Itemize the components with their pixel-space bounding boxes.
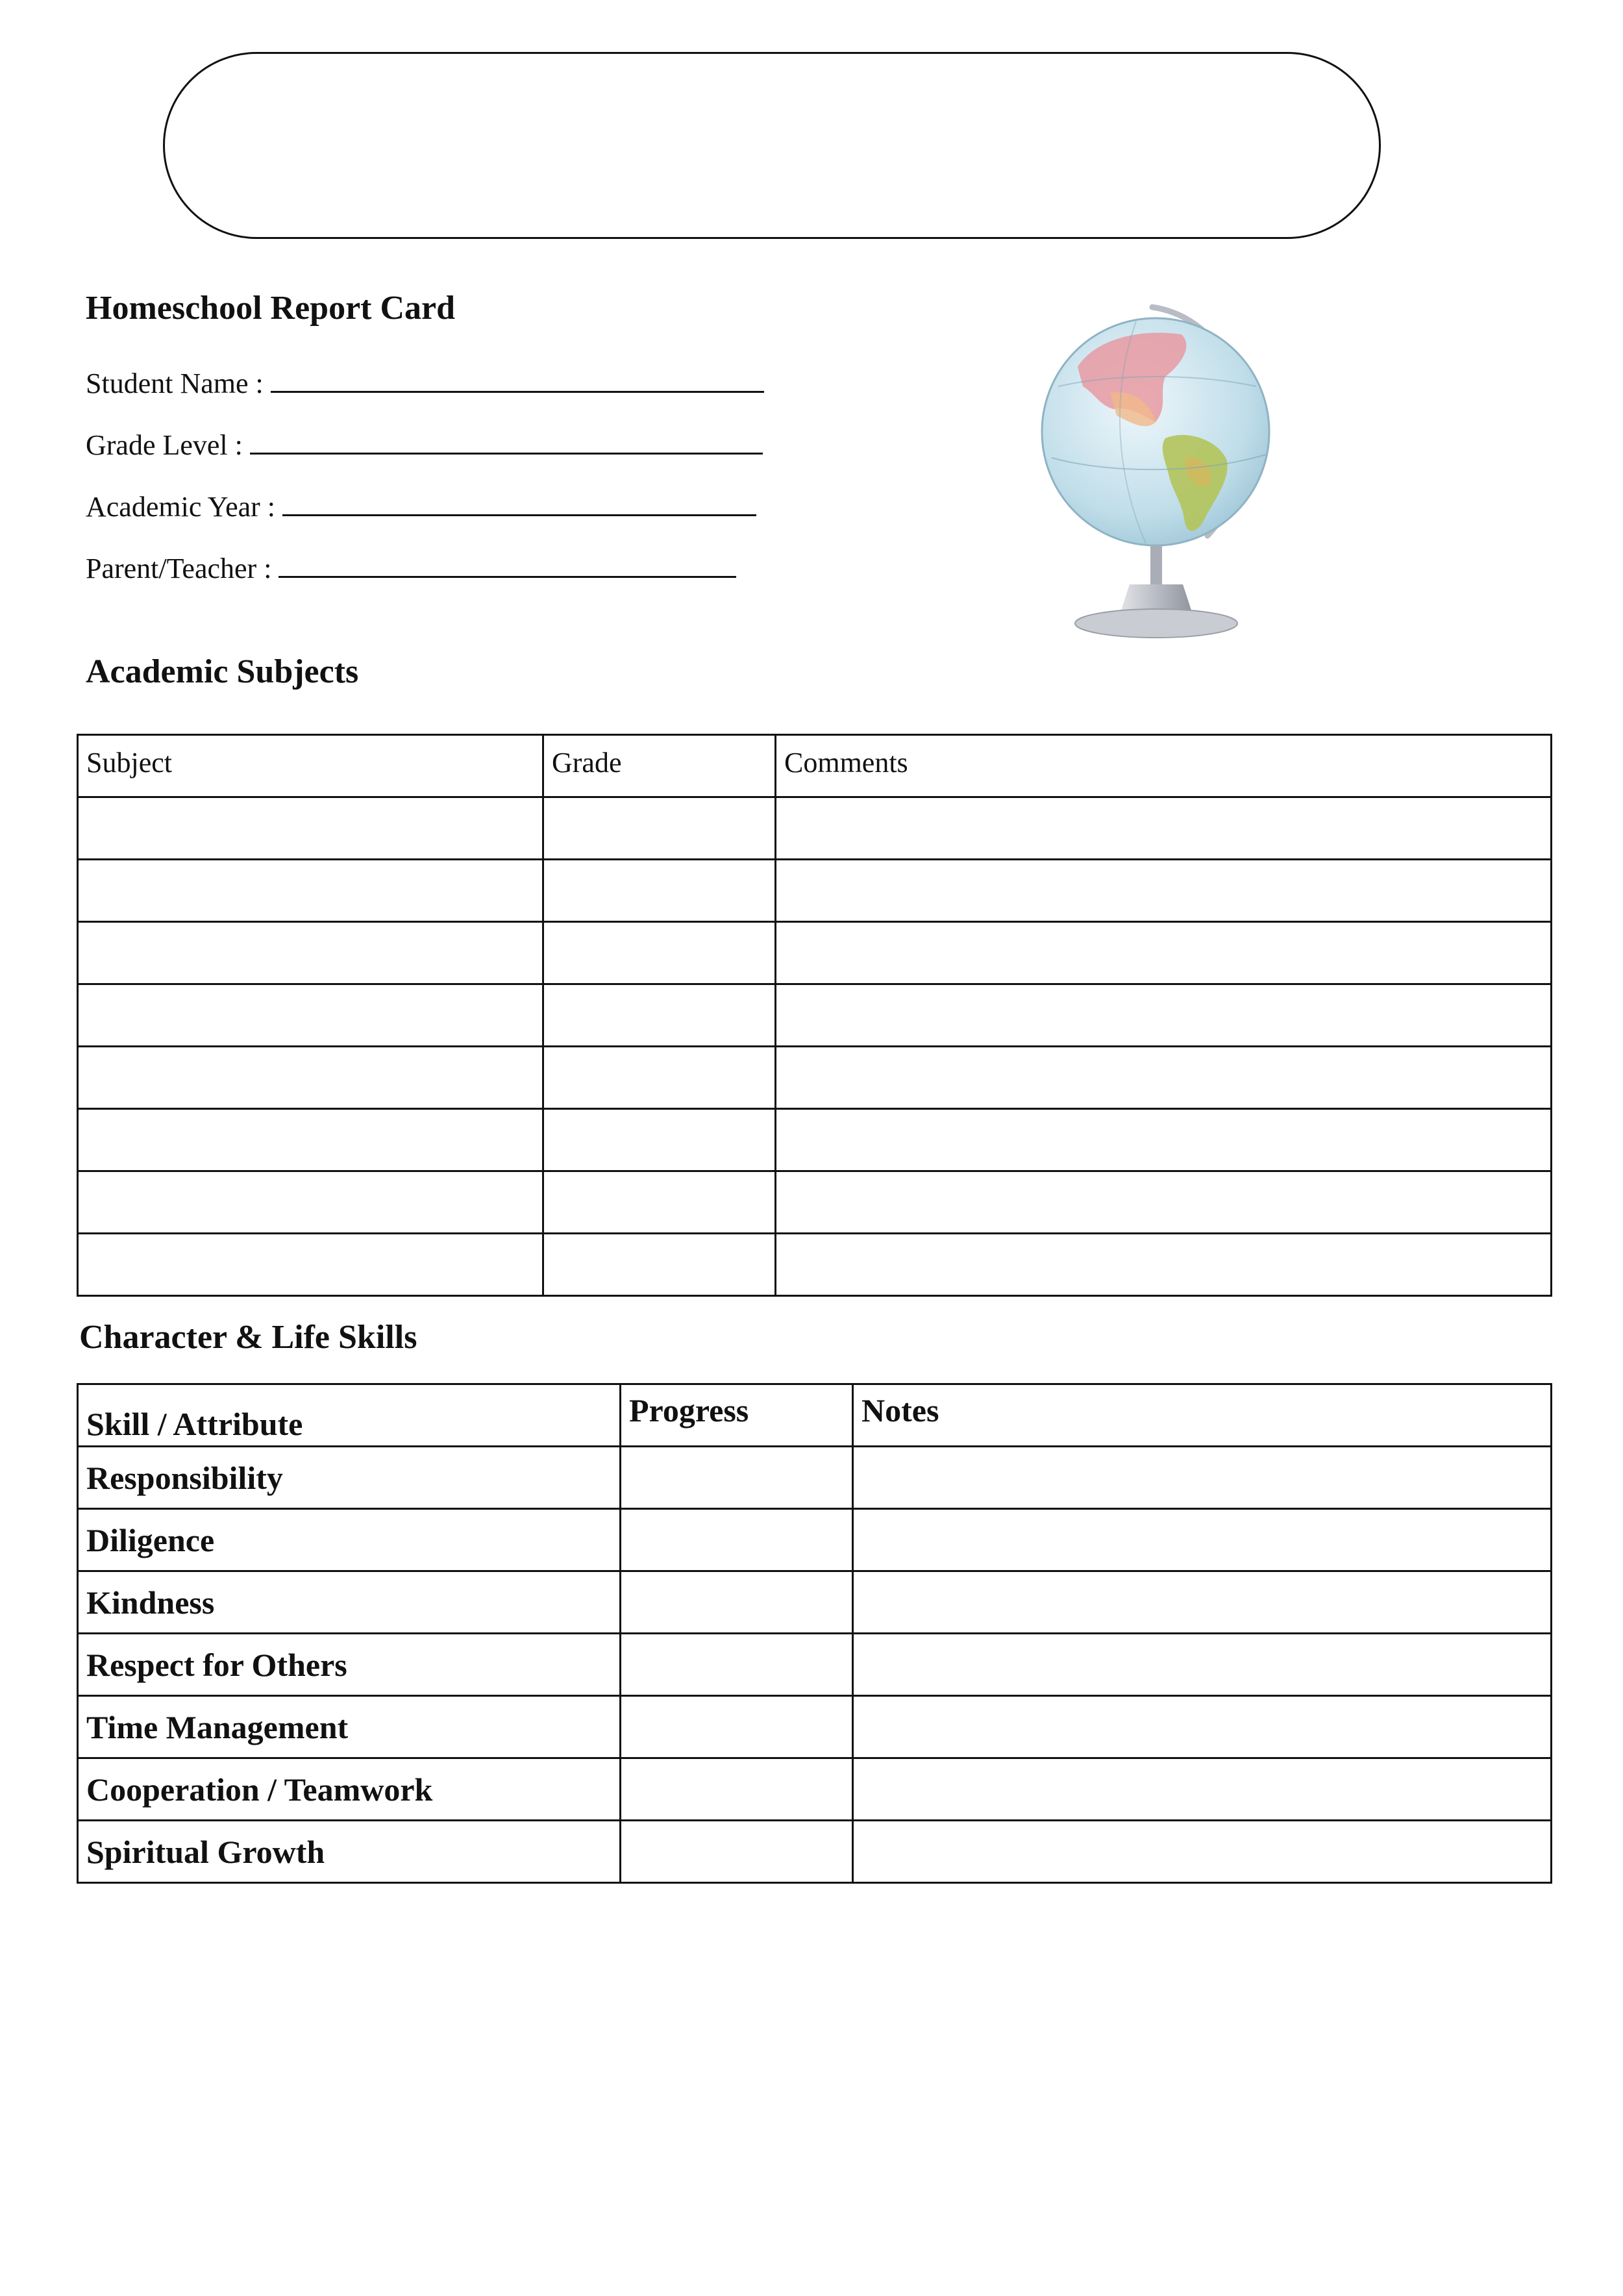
table-row	[78, 1047, 1552, 1109]
skill-label: Time Management	[78, 1696, 621, 1758]
comments-cell[interactable]	[776, 860, 1552, 922]
table-row	[78, 1509, 1552, 1571]
academic-year-line[interactable]	[282, 495, 756, 516]
subject-cell[interactable]	[78, 922, 543, 984]
title-banner	[163, 52, 1381, 239]
table-row	[78, 922, 1552, 984]
progress-cell[interactable]	[621, 1571, 853, 1634]
subject-cell[interactable]	[78, 1109, 543, 1171]
grade-level-field[interactable]	[86, 429, 763, 462]
skill-label: Cooperation / Teamwork	[78, 1758, 621, 1821]
grade-cell[interactable]	[543, 1234, 776, 1296]
globe-icon	[1032, 295, 1292, 646]
table-row	[78, 1634, 1552, 1696]
comments-cell[interactable]	[776, 797, 1552, 860]
subject-cell[interactable]	[78, 984, 543, 1047]
character-skills-table	[77, 1383, 1552, 1884]
academic-year-field[interactable]	[86, 490, 756, 523]
progress-cell[interactable]	[621, 1447, 853, 1509]
subject-cell[interactable]	[78, 1047, 543, 1109]
grade-level-label: Grade Level :	[86, 429, 243, 461]
table-row	[78, 1109, 1552, 1171]
table-header-row	[78, 1384, 1552, 1447]
skill-label: Spiritual Growth	[78, 1821, 621, 1883]
notes-cell[interactable]	[853, 1758, 1552, 1821]
table-row	[78, 860, 1552, 922]
academic-subjects-title: Academic Subjects	[86, 653, 359, 690]
notes-cell[interactable]	[853, 1821, 1552, 1883]
subject-cell[interactable]	[78, 797, 543, 860]
skill-label: Diligence	[78, 1509, 621, 1571]
progress-cell[interactable]	[621, 1821, 853, 1883]
parent-teacher-line[interactable]	[279, 556, 736, 578]
column-header-comments: Comments	[776, 735, 1552, 797]
student-name-field[interactable]	[86, 367, 764, 400]
column-header-progress: Progress	[621, 1384, 853, 1447]
academic-subjects-table	[77, 734, 1552, 1297]
comments-cell[interactable]	[776, 1109, 1552, 1171]
grade-cell[interactable]	[543, 1109, 776, 1171]
notes-cell[interactable]	[853, 1571, 1552, 1634]
table-row	[78, 1447, 1552, 1509]
subject-cell[interactable]	[78, 1171, 543, 1234]
subject-cell[interactable]	[78, 1234, 543, 1296]
grade-level-line[interactable]	[250, 433, 763, 455]
table-row	[78, 1821, 1552, 1883]
column-header-notes: Notes	[853, 1384, 1552, 1447]
progress-cell[interactable]	[621, 1696, 853, 1758]
grade-cell[interactable]	[543, 860, 776, 922]
progress-cell[interactable]	[621, 1758, 853, 1821]
table-row	[78, 1234, 1552, 1296]
table-row	[78, 984, 1552, 1047]
comments-cell[interactable]	[776, 1171, 1552, 1234]
column-header-subject: Subject	[78, 735, 543, 797]
skill-label: Responsibility	[78, 1447, 621, 1509]
table-row	[78, 1571, 1552, 1634]
grade-cell[interactable]	[543, 1171, 776, 1234]
subject-cell[interactable]	[78, 860, 543, 922]
parent-teacher-label: Parent/Teacher :	[86, 553, 272, 584]
comments-cell[interactable]	[776, 984, 1552, 1047]
parent-teacher-field[interactable]	[86, 552, 736, 585]
academic-year-label: Academic Year :	[86, 491, 276, 523]
student-name-line[interactable]	[271, 371, 764, 393]
comments-cell[interactable]	[776, 1234, 1552, 1296]
grade-cell[interactable]	[543, 922, 776, 984]
notes-cell[interactable]	[853, 1696, 1552, 1758]
character-skills-title: Character & Life Skills	[79, 1319, 417, 1356]
grade-cell[interactable]	[543, 984, 776, 1047]
comments-cell[interactable]	[776, 922, 1552, 984]
student-name-label: Student Name :	[86, 368, 264, 399]
table-row	[78, 797, 1552, 860]
table-row	[78, 1758, 1552, 1821]
progress-cell[interactable]	[621, 1634, 853, 1696]
notes-cell[interactable]	[853, 1447, 1552, 1509]
skill-label: Respect for Others	[78, 1634, 621, 1696]
progress-cell[interactable]	[621, 1509, 853, 1571]
column-header-skill: Skill / Attribute	[78, 1384, 621, 1447]
grade-cell[interactable]	[543, 797, 776, 860]
table-row	[78, 1696, 1552, 1758]
skill-label: Kindness	[78, 1571, 621, 1634]
table-row	[78, 1171, 1552, 1234]
notes-cell[interactable]	[853, 1634, 1552, 1696]
notes-cell[interactable]	[853, 1509, 1552, 1571]
column-header-grade: Grade	[543, 735, 776, 797]
table-header-row	[78, 735, 1552, 797]
document-title: Homeschool Report Card	[86, 290, 456, 327]
comments-cell[interactable]	[776, 1047, 1552, 1109]
grade-cell[interactable]	[543, 1047, 776, 1109]
